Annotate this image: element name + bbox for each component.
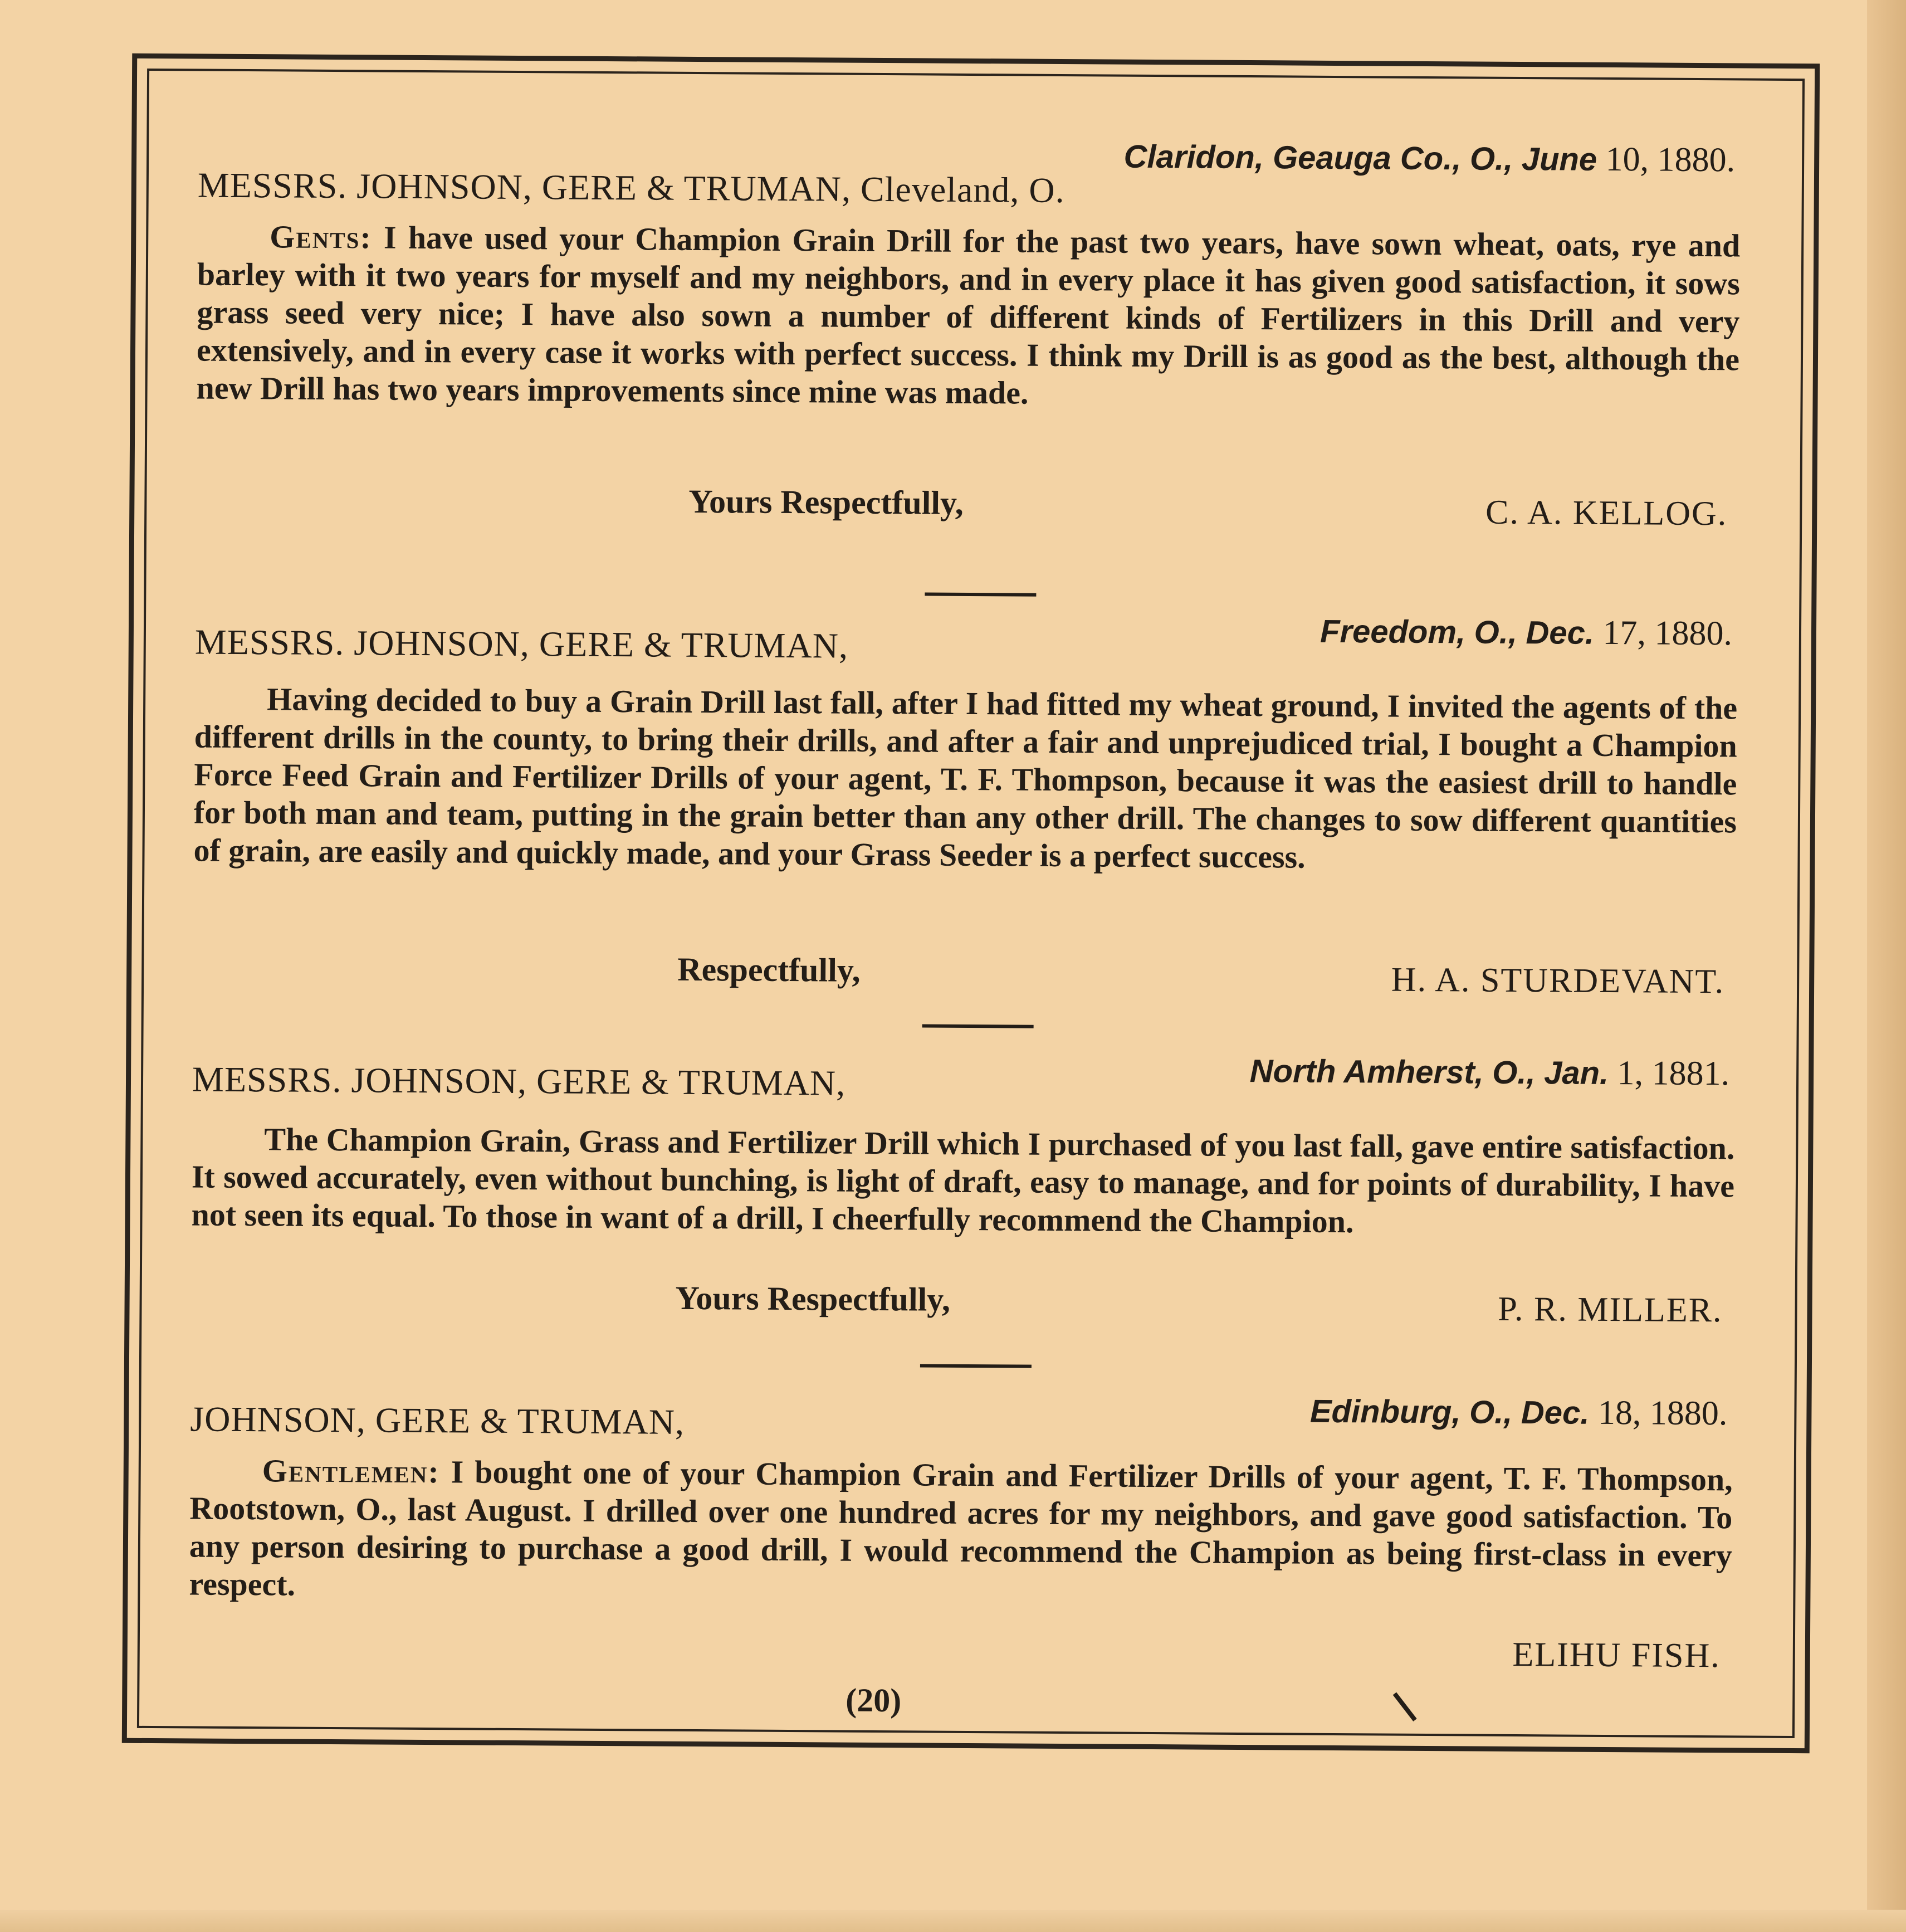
closing: Yours Respectfully,: [675, 1279, 951, 1318]
closing: Respectfully,: [677, 950, 861, 989]
page-bottom-edge: [0, 1910, 1906, 1932]
page-number: (20): [846, 1681, 902, 1719]
letter-text: I bought one of your Champion Grain and Fertilizer Drills of your agent, T. F. Thompson, Rootstown, O., last August. I drilled over one hundred acres for my neighbors, and gave good satisfaction. To any person desiring to purchase a good drill, I would recommend the Champion as being first-class in every respect.: [189, 1453, 1733, 1603]
signature: P. R. MILLER.: [1498, 1290, 1723, 1330]
letter-fish: [189, 1384, 1739, 1675]
dateline: [1123, 137, 1735, 180]
salutation: Gents:: [270, 218, 373, 256]
dateline-state: O.,: [1492, 1054, 1536, 1091]
outer-border-frame: [122, 53, 1820, 1753]
dateline: [1310, 1392, 1728, 1434]
addressee: MESSRS. JOHNSON, GERE & TRUMAN,: [194, 622, 849, 666]
dateline-date: 10, 1880.: [1605, 140, 1736, 179]
dateline-place: North Amherst,: [1249, 1053, 1484, 1091]
dateline-date: 17, 1880.: [1602, 613, 1733, 653]
salutation: Gentlemen:: [262, 1452, 441, 1490]
letter-body: [191, 1120, 1734, 1243]
dateline-place: Freedom,: [1319, 613, 1466, 651]
testimonials-content: [189, 131, 1747, 1675]
letter-miller: [191, 1045, 1741, 1330]
dateline-state: O.,: [1469, 140, 1513, 177]
dateline-month: Dec.: [1521, 1394, 1590, 1431]
addressee: MESSRS. JOHNSON, GERE & TRUMAN,: [192, 1059, 846, 1103]
dateline-month: June: [1521, 141, 1597, 178]
dateline-date: 1, 1881.: [1617, 1054, 1730, 1093]
dateline-date: 18, 1880.: [1597, 1393, 1728, 1433]
signature: H. A. STURDEVANT.: [1391, 960, 1725, 1001]
divider: [925, 592, 1036, 596]
dateline: [1320, 612, 1732, 654]
dateline-month: Jan.: [1543, 1055, 1609, 1092]
letter-text: Having decided to buy a Grain Drill last fall, after I had fitted my wheat ground, I invited the agents of the different drills in the county, to bring their drills, and after a fair and unprejudiced trial, I bought a Champion Force Feed Grain and Fertilizer Drills of your agent, T. F. Thompson, because it was the easiest drill to handle for both man and team, putting in the grain better than any other drill. The changes to sow different quantities of grain, are easily and quickly made, and your Grass Seeder is a perfect success.: [193, 681, 1738, 875]
page-edge: [1867, 0, 1906, 1932]
addressee: JOHNSON, GERE & TRUMAN,: [190, 1399, 685, 1442]
signature: ELIHU FISH.: [1512, 1635, 1721, 1675]
dateline-place: Edinburg,: [1309, 1393, 1461, 1431]
letter-body: [189, 1451, 1733, 1612]
letter-text: I have used your Champion Grain Drill for the past two years, have sown wheat, oats, rye and barley with it two years for myself and my neighbors, and in every place it has given good satisfaction, it sows grass seed very nice; I have also sown a number of different kinds of Fertilizers in this Drill and very extensively, and in every case it works with perfect success. I think my Drill is as good as the best, although the new Drill has two years improvements since mine was made.: [196, 219, 1741, 411]
divider: [922, 1024, 1034, 1028]
closing: Yours Respectfully,: [688, 482, 964, 521]
dateline-place: Claridon, Geauga Co.,: [1123, 138, 1462, 177]
letter-text: The Champion Grain, Grass and Fertilizer Drill which I purchased of you last fall, gave entire satisfaction. It sowed accurately, even without bunching, is light of draft, easy to manage, and for points of durability, I have not seen its equal. To those in want of a drill, I cheerfully recommend the Champion.: [191, 1121, 1735, 1240]
letter-body: [196, 217, 1740, 416]
letter-body: [193, 680, 1737, 879]
dateline: [1250, 1051, 1730, 1094]
addressee: MESSRS. JOHNSON, GERE & TRUMAN, Cleveland, O.: [197, 165, 1065, 211]
divider: [920, 1364, 1032, 1368]
signature: C. A. KELLOG.: [1485, 493, 1728, 533]
dateline-month: Dec.: [1526, 614, 1595, 651]
dateline-state: O.,: [1474, 614, 1518, 651]
dateline-state: O.,: [1469, 1394, 1513, 1431]
letter-sturdevant: [193, 604, 1743, 1001]
